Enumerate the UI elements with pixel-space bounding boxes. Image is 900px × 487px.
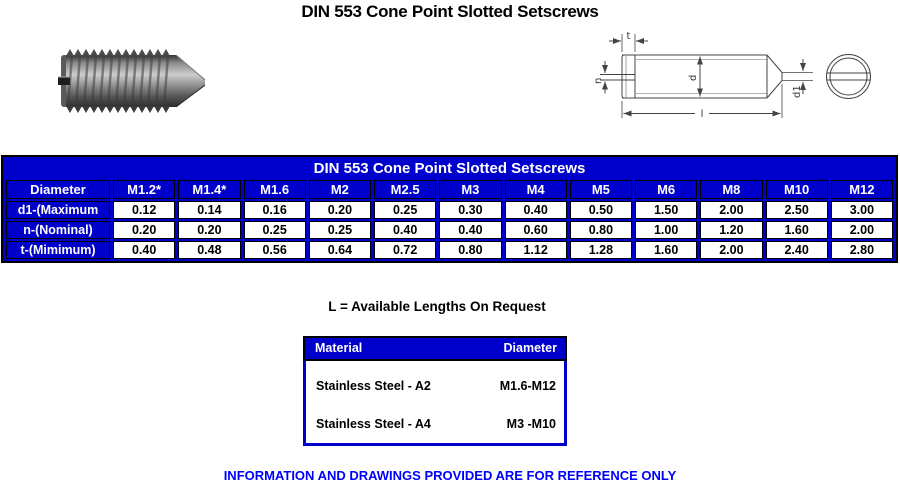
material-row bbox=[316, 379, 556, 393]
end-view-inner-circle bbox=[830, 58, 867, 95]
cone-lower-edge bbox=[767, 81, 782, 99]
table-cell: 0.40 bbox=[439, 221, 501, 239]
table-cell: 1.20 bbox=[700, 221, 762, 239]
cone-point bbox=[176, 55, 205, 107]
table-cell: 0.14 bbox=[178, 201, 240, 219]
table-cell: 1.28 bbox=[570, 241, 632, 259]
table-cell: 0.64 bbox=[309, 241, 371, 259]
t-dimension-label: t bbox=[626, 31, 631, 42]
table-row-t-minimum bbox=[6, 241, 893, 259]
table-cell: 0.48 bbox=[178, 241, 240, 259]
table-cell: 0.72 bbox=[374, 241, 436, 259]
technical-drawing-image bbox=[592, 28, 892, 143]
material-name: Stainless Steel - A2 bbox=[316, 379, 431, 393]
body-left-edge bbox=[622, 55, 624, 98]
column-header: M6 bbox=[635, 180, 697, 199]
table-cell: 0.30 bbox=[439, 201, 501, 219]
technical-drawing bbox=[592, 28, 892, 143]
material-name: Stainless Steel - A4 bbox=[316, 417, 431, 431]
setscrew-photo-image bbox=[52, 46, 217, 121]
material-row bbox=[316, 417, 556, 431]
table-cell: 0.20 bbox=[113, 221, 175, 239]
table-cell: 0.40 bbox=[505, 201, 567, 219]
table-cell: 1.12 bbox=[505, 241, 567, 259]
thread-crests-bottom bbox=[66, 106, 170, 113]
column-header: M8 bbox=[700, 180, 762, 199]
material-diameter-range: M3 -M10 bbox=[506, 417, 556, 431]
corner-header-diameter: Diameter bbox=[6, 180, 110, 199]
row-label: n-(Nominal) bbox=[6, 221, 110, 239]
material-table bbox=[303, 336, 567, 446]
table-cell: 0.80 bbox=[570, 221, 632, 239]
table-header-row bbox=[6, 180, 893, 199]
material-table-header bbox=[303, 336, 567, 361]
column-header: M3 bbox=[439, 180, 501, 199]
diameter-header-label: Diameter bbox=[503, 341, 557, 355]
reference-disclaimer: INFORMATION AND DRAWINGS PROVIDED ARE FOR REFERENCE ONLY bbox=[223, 468, 677, 483]
table-cell: 1.00 bbox=[635, 221, 697, 239]
table-cell: 0.80 bbox=[439, 241, 501, 259]
table-cell: 0.40 bbox=[374, 221, 436, 239]
table-title: DIN 553 Cone Point Slotted Setscrews bbox=[313, 160, 586, 177]
table-row-n-nominal bbox=[6, 221, 893, 239]
column-header: M5 bbox=[570, 180, 632, 199]
setscrew-photo bbox=[52, 46, 217, 121]
table-cell: 2.50 bbox=[766, 201, 828, 219]
column-header: M4 bbox=[505, 180, 567, 199]
table-cell: 1.60 bbox=[635, 241, 697, 259]
table-cell: 0.12 bbox=[113, 201, 175, 219]
table-cell: 0.16 bbox=[244, 201, 306, 219]
table-cell: 2.00 bbox=[700, 201, 762, 219]
setscrew-dimension-table bbox=[1, 155, 898, 263]
column-header: M12 bbox=[831, 180, 893, 199]
end-view-outer-circle bbox=[827, 55, 871, 99]
table-cell: 2.00 bbox=[700, 241, 762, 259]
thread-crests-top bbox=[66, 49, 170, 56]
table-title-row bbox=[6, 159, 893, 178]
table-cell: 2.00 bbox=[831, 221, 893, 239]
cone-upper-edge bbox=[767, 55, 782, 73]
n-dimension-label: n bbox=[593, 77, 604, 84]
material-header-label: Material bbox=[315, 341, 363, 355]
table-cell: 1.50 bbox=[635, 201, 697, 219]
table-cell: 0.56 bbox=[244, 241, 306, 259]
available-lengths-note: L = Available Lengths On Request bbox=[328, 299, 546, 314]
row-label: t-(Mimimum) bbox=[6, 241, 110, 259]
material-diameter-range: M1.6-M12 bbox=[499, 379, 556, 393]
table-cell: 0.20 bbox=[309, 201, 371, 219]
material-table-body bbox=[303, 361, 567, 446]
table-cell: 0.20 bbox=[178, 221, 240, 239]
page-title: DIN 553 Cone Point Slotted Setscrews bbox=[301, 2, 599, 21]
table-cell: 3.00 bbox=[831, 201, 893, 219]
column-header: M1.4* bbox=[178, 180, 240, 199]
table-cell: 0.25 bbox=[244, 221, 306, 239]
l-dimension-label: l bbox=[700, 109, 704, 120]
column-header: M10 bbox=[766, 180, 828, 199]
table-cell: 2.80 bbox=[831, 241, 893, 259]
table-cell: 2.40 bbox=[766, 241, 828, 259]
column-header: M2 bbox=[309, 180, 371, 199]
d1-dimension-label: d1 bbox=[792, 85, 803, 98]
screw-slot bbox=[58, 77, 70, 85]
row-label: d1-(Maximum bbox=[6, 201, 110, 219]
d-dimension-label: d bbox=[688, 74, 699, 81]
column-header: M1.6 bbox=[244, 180, 306, 199]
column-header: M2.5 bbox=[374, 180, 436, 199]
table-cell: 0.60 bbox=[505, 221, 567, 239]
table-row-d1-maximum bbox=[6, 201, 893, 219]
table-cell: 0.40 bbox=[113, 241, 175, 259]
table-cell: 1.60 bbox=[766, 221, 828, 239]
table-cell: 0.50 bbox=[570, 201, 632, 219]
table-cell: 0.25 bbox=[309, 221, 371, 239]
table-cell: 0.25 bbox=[374, 201, 436, 219]
column-header: M1.2* bbox=[113, 180, 175, 199]
